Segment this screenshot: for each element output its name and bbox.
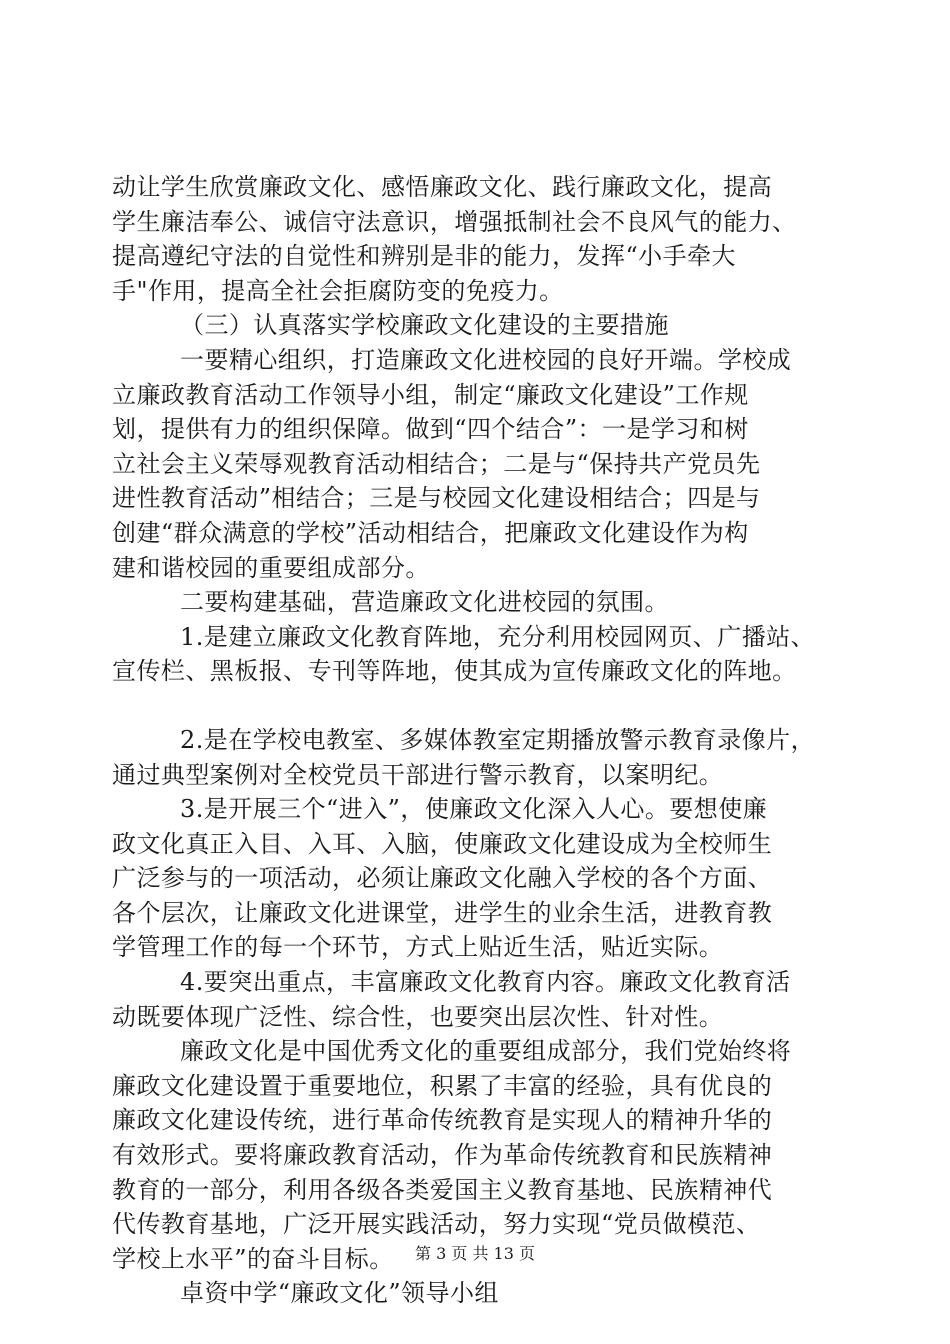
body-line: 有效形式。要将廉政教育活动，作为革命传统教育和民族精神 [112, 1141, 773, 1170]
body-line: 政文化真正入目、入耳、入脑，使廉政文化建设成为全校师生 [112, 829, 773, 858]
signature-line: 卓资中学“廉政文化”领导小组 [180, 1279, 499, 1308]
body-line: 廉政文化建设传统，进行革命传统教育是实现人的精神升华的 [112, 1106, 773, 1135]
body-line: 学校上水平”的奋斗目标。 [112, 1244, 394, 1273]
list-item-2: 2.是在学校电教室、多媒体教室定期播放警示教育录像片， [180, 725, 816, 754]
document-body [112, 170, 852, 1311]
body-line: 代传教育基地，广泛开展实践活动，努力实现“党员做模范、 [112, 1210, 761, 1239]
body-line: 宣传栏、黑板报、专刊等阵地，使其成为宣传廉政文化的阵地。 [112, 657, 797, 686]
body-line: 各个层次，让廉政文化进课堂，进学生的业余生活，进教育教 [112, 898, 773, 927]
list-item-1: 1.是建立廉政文化教育阵地，充分利用校园网页、广播站、 [180, 622, 816, 651]
body-line: 创建“群众满意的学校”活动相结合，把廉政文化建设作为构 [112, 518, 749, 547]
paragraph-start: 二要构建基础，营造廉政文化进校园的氛围。 [180, 588, 669, 617]
body-line: 动既要体现广泛性、综合性，也要突出层次性、针对性。 [112, 1002, 724, 1031]
body-line: 教育的一部分，利用各级各类爱国主义教育基地、民族精神代 [112, 1175, 773, 1204]
body-line: 通过典型案例对全校党员干部进行警示教育，以案明纪。 [112, 760, 724, 789]
body-line: 学管理工作的每一个环节，方式上贴近生活，贴近实际。 [112, 933, 724, 962]
body-line: 建和谐校园的重要组成部分。 [112, 553, 430, 582]
body-line: 手"作用，提高全社会拒腐防变的免疫力。 [112, 276, 564, 305]
body-line: 学生廉洁奉公、诚信守法意识，增强抵制社会不良风气的能力、 [112, 207, 797, 236]
list-item-4: 4.要突出重点，丰富廉政文化教育内容。廉政文化教育活 [180, 968, 791, 997]
body-line: 立社会主义荣辱观教育活动相结合；二是与“保持共产党员先 [112, 449, 761, 478]
body-line: 廉政文化建设置于重要地位，积累了丰富的经验，具有优良的 [112, 1071, 773, 1100]
body-line: 划，提供有力的组织保障。做到“四个结合”：一是学习和树 [112, 415, 749, 444]
body-line: 立廉政教育活动工作领导小组，制定“廉政文化建设”工作规 [112, 380, 749, 409]
page-number-footer: 第 3 页 共 13 页 [415, 1244, 535, 1263]
list-item-3: 3.是开展三个“进入”，使廉政文化深入人心。要想使廉 [180, 795, 768, 824]
paragraph-gap [112, 689, 852, 723]
paragraph-start: 廉政文化是中国优秀文化的重要组成部分，我们党始终将 [180, 1037, 792, 1066]
body-line: 动让学生欣赏廉政文化、感悟廉政文化、践行廉政文化，提高 [112, 173, 773, 201]
section-heading: （三）认真落实学校廉政文化建设的主要措施 [180, 311, 669, 340]
body-line: 提高遵纪守法的自觉性和辨别是非的能力，发挥“小手牵大 [112, 242, 736, 271]
body-line: 广泛参与的一项活动，必须让廉政文化融入学校的各个方面、 [112, 864, 773, 893]
paragraph-start: 一要精心组织，打造廉政文化进校园的良好开端。学校成 [180, 345, 792, 374]
body-line: 进性教育活动”相结合；三是与校园文化建设相结合；四是与 [112, 484, 761, 513]
